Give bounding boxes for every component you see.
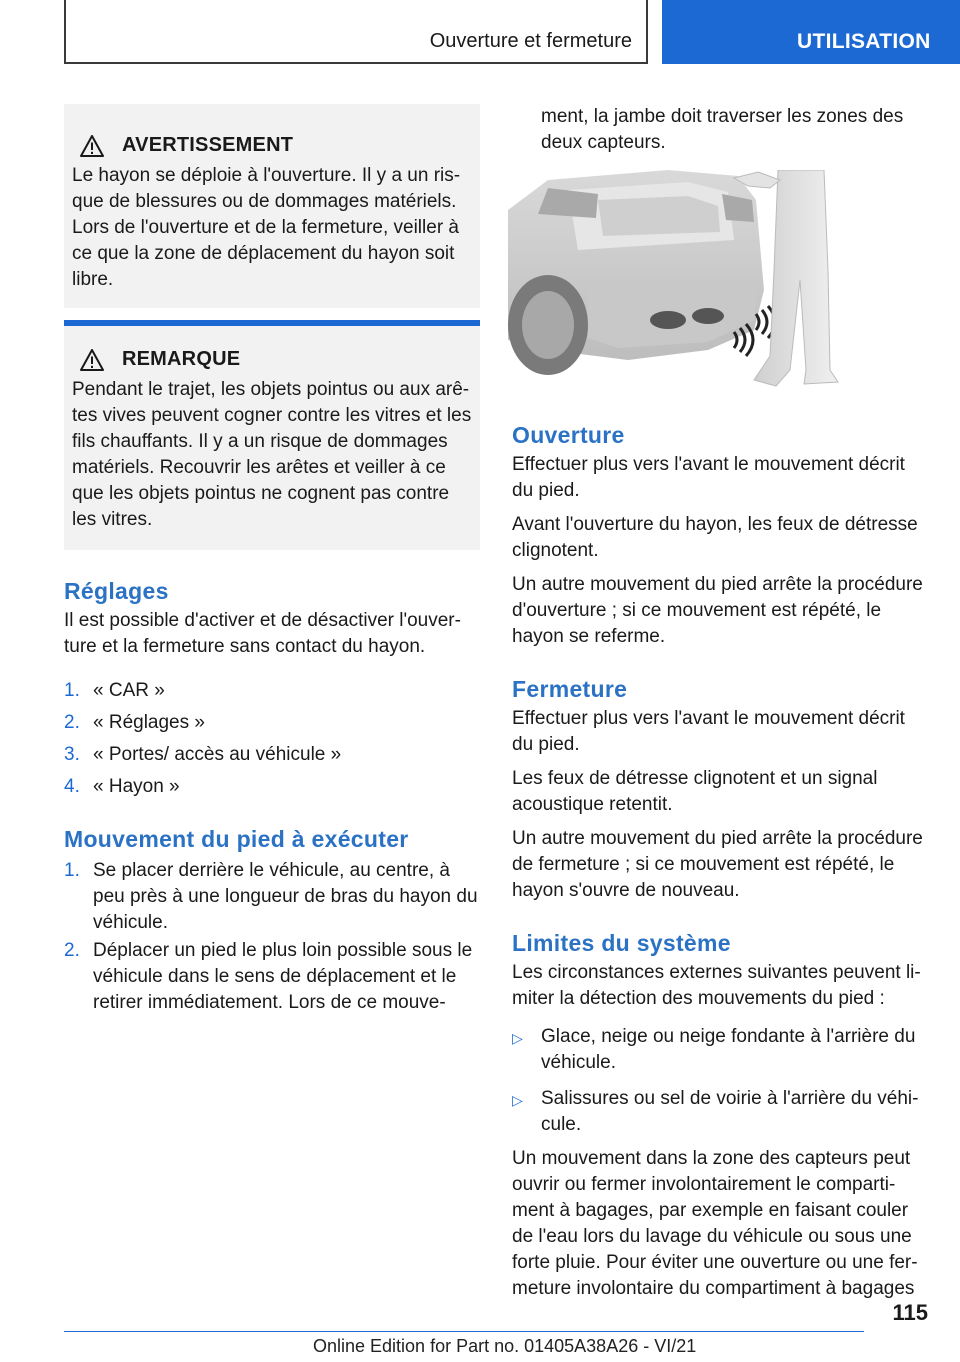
remark-notice-label: REMARQUE [122,348,241,370]
ouverture-heading: Ouverture [512,422,625,448]
mouvement-heading: Mouvement du pied à exécuter [64,826,409,852]
mouvement-step2-right: ment, la jambe doit traverser les zones des deux capteurs. [541,106,904,153]
fermeture-section [512,674,930,904]
reglages-section [64,576,480,942]
limites-outro: Un mouvement dans la zone des capteurs peut ouvrir ou fermer involontairement le comparti-ment à bagages, par exemple en faisant couler de l'eau lors du lavage du véhicule ou sous une forte pluie. Pour éviter une ouverture ou une fer-meture involontaire du compartiment à bagages [512,1148,918,1299]
warning-notice-text: Le hayon se déploie à l'ouverture. Il y a un ris-que de blessures ou de dommages matériels. Lors de l'ouverture et de la fermeture, veiller à ce que la zone de déplacement du hayon soit libre. [72,165,461,290]
warning-notice-header [80,134,472,157]
mouvement-steps [64,858,480,936]
page-number: 115 [892,1300,928,1325]
header-frame [64,0,648,64]
list-item: ▷ Glace, neige ou neige fondante à l'arrière du véhicule. [512,1024,930,1076]
warning-notice-label: AVERTISSEMENT [122,134,294,156]
triangle-bullet-icon: ▷ [512,1092,523,1108]
section-title: Ouverture et fermeture [429,30,632,52]
limites-heading: Limites du système [512,930,731,956]
limites-section [512,928,930,1302]
limites-intro: Les circonstances externes suivantes peuvent li-miter la détection des mouvements du pied : [512,962,921,1009]
list-item: 3. « Portes/ accès au véhicule » [64,744,342,765]
triangle-bullet-icon: ▷ [512,1030,523,1046]
right-column [512,420,930,1302]
warning-triangle-icon [80,135,104,157]
warning-triangle-icon [80,349,104,371]
remark-notice-header [80,348,472,371]
remark-notice-accent-bar [64,320,480,326]
remark-notice [64,320,480,550]
limites-bullets [512,1024,930,1138]
car-rear-foot-sensor-icon [508,170,844,390]
fermeture-para-3: Un autre mouvement du pied arrête la procédure de fermeture ; si ce mouvement est répété, le hayon s'ouvre de nouveau. [512,828,923,901]
ouverture-para-3: Un autre mouvement du pied arrête la procédure d'ouverture ; si ce mouvement est répété, le hayon se referme. [512,574,923,647]
reglages-steps [64,678,480,800]
remark-notice-text: Pendant le trajet, les objets pointus ou aux arê-tes vives peuvent cogner contre les vitres et les fils chauffants. Il y a un risque de dommages matériels. Recouvrir les arêtes et veiller à ce que les objets pointus ne cognent pas contre les vitres. [72,379,472,530]
ouverture-para-2: Avant l'ouverture du hayon, les feux de détresse clignotent. [512,514,918,561]
fermeture-heading: Fermeture [512,676,628,702]
ouverture-para-1: Effectuer plus vers l'avant le mouvement décrit du pied. [512,454,905,501]
list-item: 4. « Hayon » [64,776,180,797]
chapter-tab[interactable] [662,0,960,64]
foot-gesture-illustration [508,170,844,390]
reglages-heading: Réglages [64,578,169,604]
list-item: ▷ Salissures ou sel de voirie à l'arrière du véhi-cule. [512,1086,930,1138]
warning-notice [64,104,480,308]
list-item: 2. « Réglages » [64,712,205,733]
list-item: 1. Se placer derrière le véhicule, au centre, à peu près à une longueur de bras du hayon du véhicule. [64,860,478,933]
reglages-intro: Il est possible d'activer et de désactiver l'ouver-ture et la fermeture sans contact du hayon. [64,610,461,657]
chapter-tab-label: UTILISATION [797,30,931,53]
fermeture-para-1: Effectuer plus vers l'avant le mouvement décrit du pied. [512,708,905,755]
mouvement-step2-left: Déplacer un pied le plus loin possible sous le véhicule dans le sens de déplacement et le retirer immédiatement. Lors de ce mouve- [93,940,473,1013]
fermeture-para-2: Les feux de détresse clignotent et un signal acoustique retentit. [512,768,878,815]
footer-edition: Online Edition for Part no. 01405A38A26 - VI/21 [313,1336,697,1356]
list-item: 2. Déplacer un pied le plus loin possible sous le véhicule dans le sens de déplacement et le retirer immédiatement. Lors de ce mouve- [64,938,480,1016]
ouverture-section [512,420,930,650]
list-item: 1. « CAR » [64,680,165,701]
footer-rule [64,1331,864,1332]
